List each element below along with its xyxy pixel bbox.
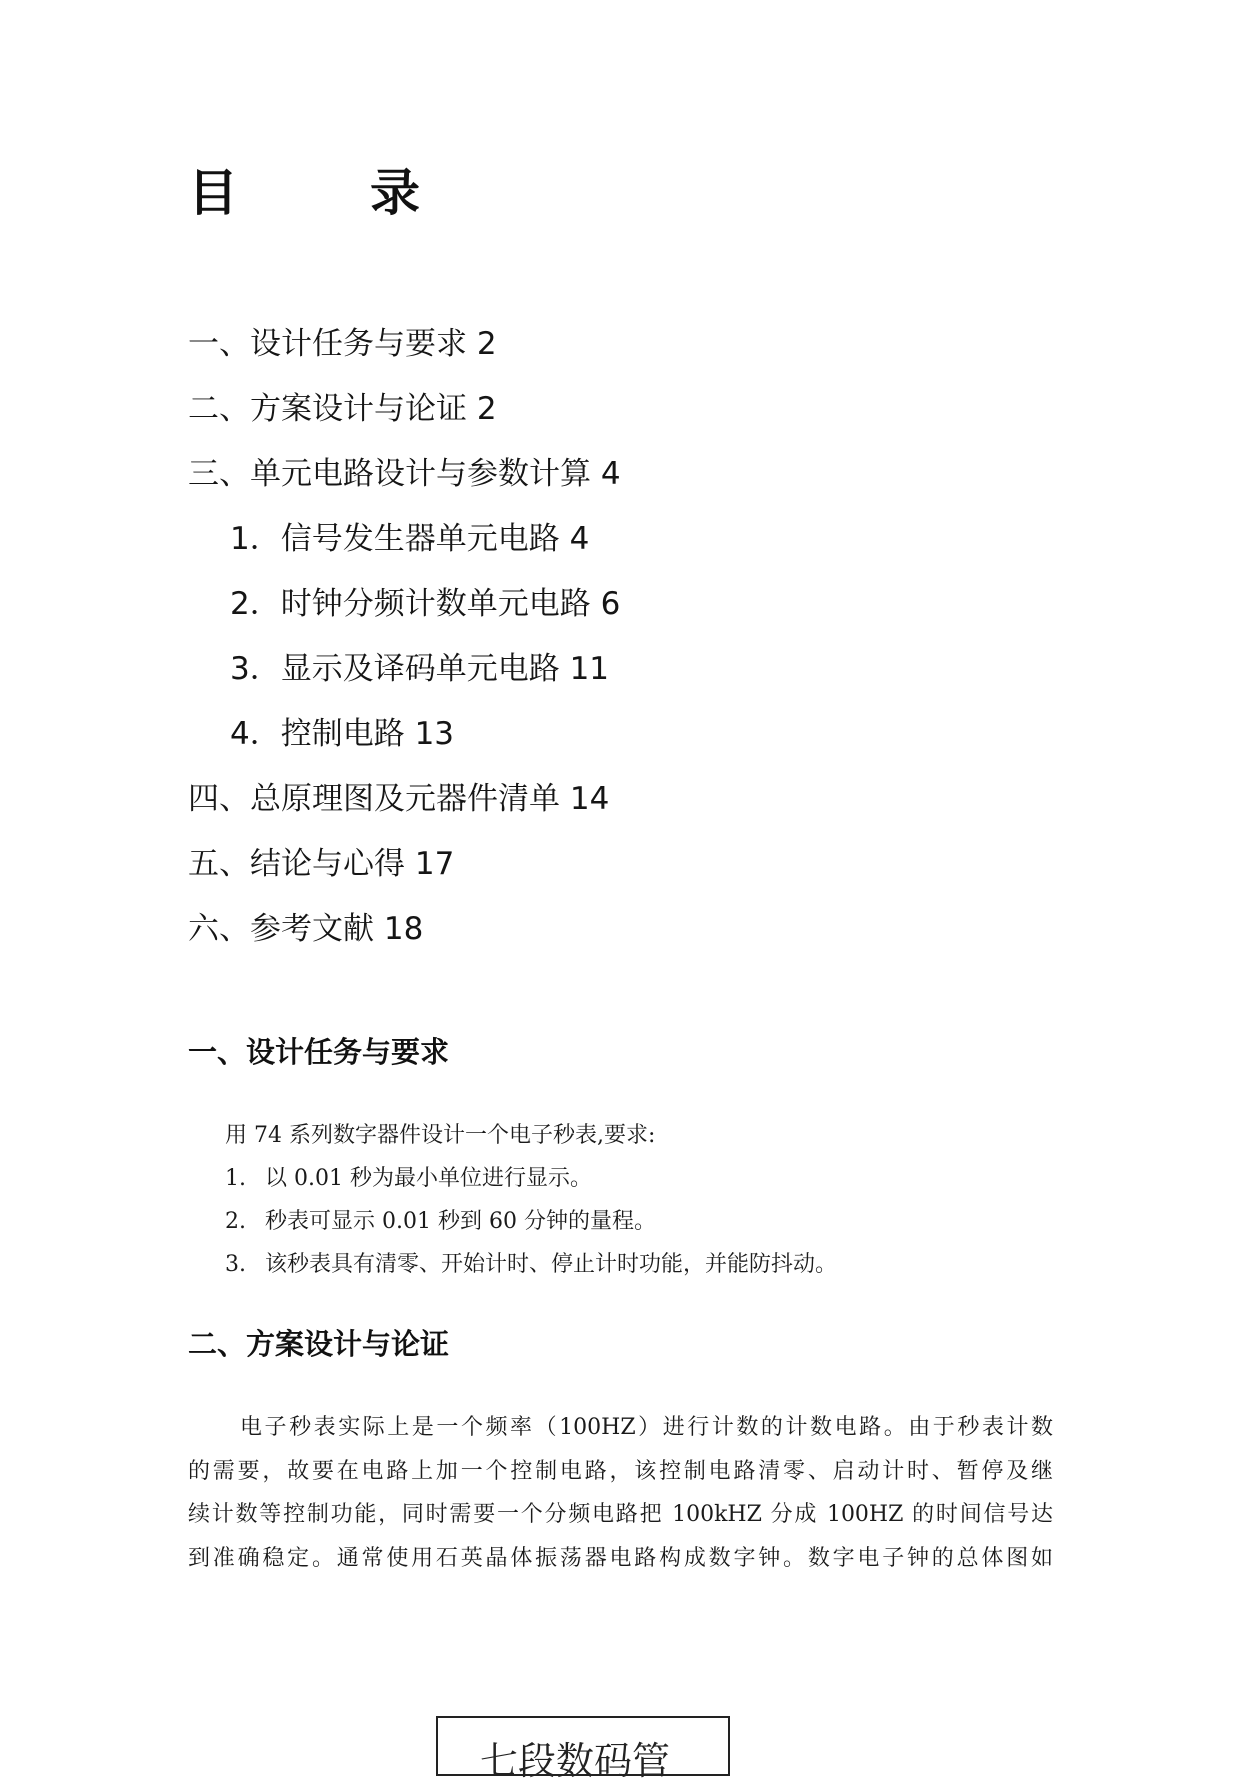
toc-entry[interactable]: 四、总原理图及元器件清单 14 <box>188 781 610 817</box>
toc-subentry[interactable]: 2．时钟分频计数单元电路 6 <box>230 586 621 622</box>
toc-title <box>188 164 420 222</box>
requirement-item <box>225 1168 592 1190</box>
toc-entry[interactable]: 二、方案设计与论证 2 <box>188 391 497 427</box>
toc-title-left: 目 <box>188 164 238 222</box>
requirement-item <box>225 1211 656 1233</box>
diagram-block-label: 七段数码管 <box>480 1739 671 1783</box>
requirement-text: 秒表可显示 0.01 秒到 60 分钟的量程。 <box>265 1209 656 1234</box>
toc-subentry[interactable]: 3．显示及译码单元电路 11 <box>230 651 610 687</box>
requirement-text: 该秒表具有清零、开始计时、停止计时功能，并能防抖动。 <box>265 1252 838 1277</box>
toc-entry[interactable]: 三、单元电路设计与参数计算 4 <box>188 456 621 492</box>
requirement-text: 以 0.01 秒为最小单位进行显示。 <box>265 1166 592 1191</box>
paragraph-line: 的需要，故要在电路上加一个控制电路，该控制电路清零、启动计时、暂停及继 <box>188 1458 1053 1484</box>
toc-subentry[interactable]: 1．信号发生器单元电路 4 <box>230 521 590 557</box>
toc-title-right: 录 <box>370 164 420 222</box>
toc-entry[interactable]: 一、设计任务与要求 2 <box>188 326 497 362</box>
requirement-number: 2. <box>225 1209 246 1234</box>
diagram-display-block <box>436 1716 730 1783</box>
requirement-number: 3. <box>225 1252 246 1277</box>
requirement-number: 1. <box>225 1166 246 1191</box>
paragraph-line: 到准确稳定。通常使用石英晶体振荡器电路构成数字钟。数字电子钟的总体图如 <box>188 1545 1053 1571</box>
toc-subentry[interactable]: 4．控制电路 13 <box>230 716 455 752</box>
section-heading-1: 一、设计任务与要求 <box>188 1035 450 1069</box>
toc-entry[interactable]: 五、结论与心得 17 <box>188 846 455 882</box>
paragraph-line: 电子秒表实际上是一个频率（100HZ）进行计数的计数电路。由于秒表计数 <box>240 1415 1053 1440</box>
section-heading-2: 二、方案设计与论证 <box>188 1327 450 1361</box>
requirement-item <box>225 1254 837 1276</box>
section2-paragraph <box>188 1406 1053 1580</box>
toc-entry[interactable]: 六、参考文献 18 <box>188 911 424 947</box>
requirements-intro: 用 74 系列数字器件设计一个电子秒表,要求: <box>225 1123 656 1148</box>
paragraph-line: 续计数等控制功能，同时需要一个分频电路把 100kHZ 分成 100HZ 的时间信号达 <box>188 1502 1053 1527</box>
